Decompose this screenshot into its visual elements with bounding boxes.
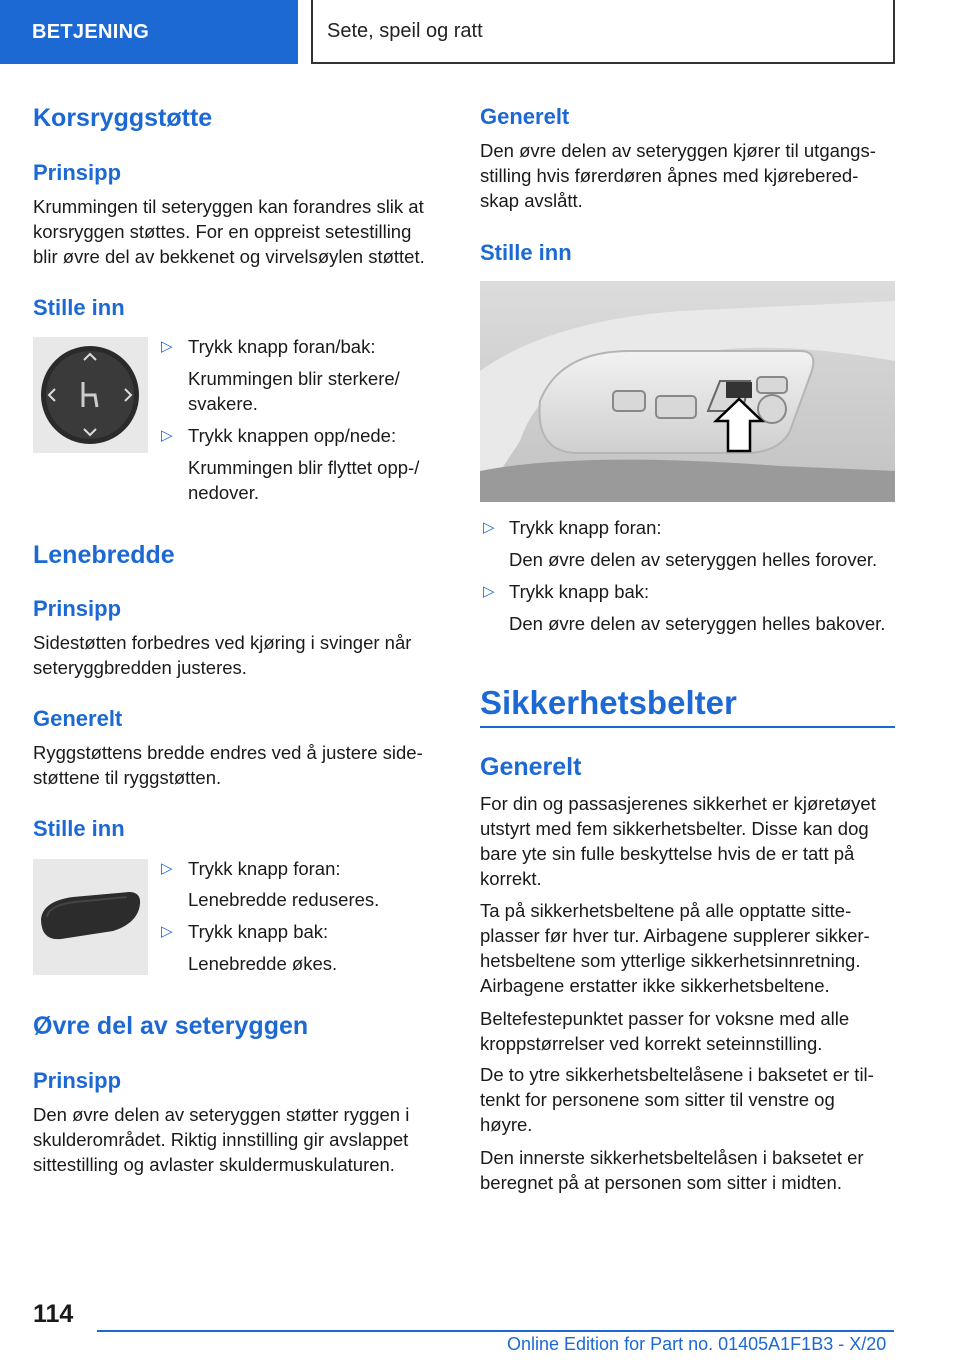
lumbar-control-image <box>33 337 148 453</box>
bullet-text: Trykk knapp bak: <box>509 581 650 602</box>
paragraph-ovre-prinsipp <box>33 1102 409 1177</box>
text-line: plasser før hver tur. Airbagene supplerer sikker- <box>480 925 870 946</box>
text-line: nedover. <box>188 482 259 503</box>
bullet-icon: ▷ <box>483 519 495 536</box>
text-line: Beltefestepunktet passer for voksne med alle <box>480 1008 850 1029</box>
heading-prinsipp: Prinsipp <box>33 160 122 185</box>
bullet-icon: ▷ <box>483 583 495 600</box>
text-line: beregnet på at personen som sitter i midten. <box>480 1172 842 1193</box>
text-line: For din og passasjerenes sikkerhet er kjøretøyet <box>480 793 876 814</box>
text-line: Den innerste sikkerhetsbeltelåsen i baksetet er <box>480 1147 864 1168</box>
text-line: hetsbeltene som ytterlige sikkerhetsinnretning. <box>480 950 861 971</box>
paragraph-belter-1 <box>480 791 876 891</box>
bullet-text: Trykk knapp foran: <box>509 517 662 538</box>
text-line: skulderområdet. Riktig innstilling gir avslappet <box>33 1129 409 1150</box>
edition-note: Online Edition for Part no. 01405A1F1B3 - X/20 <box>507 1334 887 1354</box>
bullet-subtext: Den øvre delen av seteryggen helles bakover. <box>509 613 886 634</box>
bullet-icon: ▷ <box>161 338 173 355</box>
bullet-icon: ▷ <box>161 427 173 444</box>
text-line: tenkt for personene som sitter til venstre og <box>480 1089 835 1110</box>
text-line: bare yte sin fulle beskyttelse hvis de er tatt på <box>480 843 855 864</box>
heading-generelt: Generelt <box>33 706 123 731</box>
text-line: Sidestøtten forbedres ved kjøring i svinger når <box>33 632 412 653</box>
heading-prinsipp: Prinsipp <box>33 596 122 621</box>
text-line: høyre. <box>480 1114 533 1135</box>
text-line: Airbagene erstatter ikke sikkerhetsbeltene. <box>480 975 830 996</box>
chapter-title: Sete, speil og ratt <box>327 19 483 42</box>
text-line: Ryggstøttens bredde endres ved å justere side- <box>33 742 423 763</box>
text-line: utstyrt med fem sikkerhetsbelter. Disse kan dog <box>480 818 869 839</box>
bullet-subtext <box>188 366 400 416</box>
heading-stille-inn: Stille inn <box>33 816 125 841</box>
paragraph-lenebredde-prinsipp <box>33 630 411 680</box>
heading-sikkerhetsbelter: Sikkerhetsbelter <box>480 684 737 721</box>
text-line: korrekt. <box>480 868 542 889</box>
bullet-subtext: Lenebredde økes. <box>188 953 338 974</box>
bullet-subtext: Lenebredde reduseres. <box>188 889 380 910</box>
bullet-text: Trykk knapp foran/bak: <box>188 336 376 357</box>
text-line: De to ytre sikkerhetsbeltelåsene i baksetet er til- <box>480 1064 874 1085</box>
paragraph-belter-4 <box>480 1062 874 1137</box>
paragraph-belter-5 <box>480 1145 864 1195</box>
section-label: BETJENING <box>32 20 150 43</box>
bullet-icon: ▷ <box>161 923 173 940</box>
backrest-width-button-image <box>33 859 148 975</box>
bullet-text: Trykk knapp foran: <box>188 858 341 879</box>
text-line: Ta på sikkerhetsbeltene på alle opptatte sitte- <box>480 900 852 921</box>
footer-divider <box>97 1330 894 1332</box>
text-line: Krummingen blir flyttet opp-/ <box>188 457 420 478</box>
page-number: 114 <box>33 1300 74 1328</box>
paragraph-belter-3 <box>480 1006 849 1056</box>
text-line: Den øvre delen av seteryggen kjører til utgangs- <box>480 140 876 161</box>
heading-korsryggstotte: Korsryggstøtte <box>33 104 213 132</box>
seat-controls-photo <box>480 281 895 502</box>
heading-ovre-del: Øvre del av seteryggen <box>33 1012 309 1040</box>
text-line: kroppstørrelser ved korrekt seteinnstilling. <box>480 1033 823 1054</box>
text-line: skap avslått. <box>480 190 583 211</box>
heading-generelt: Generelt <box>480 753 582 781</box>
text-line: korsryggen støttes. For en oppreist setestilling <box>33 221 412 242</box>
heading-prinsipp: Prinsipp <box>33 1068 122 1093</box>
text-line: støttene til ryggstøtten. <box>33 767 222 788</box>
paragraph-lenebredde-generelt <box>33 740 423 790</box>
bullet-text: Trykk knapp bak: <box>188 921 329 942</box>
heading-generelt: Generelt <box>480 104 570 129</box>
heading-lenebredde: Lenebredde <box>33 541 175 569</box>
text-line: blir øvre del av bekkenet og virvelsøylen støttet. <box>33 246 425 267</box>
paragraph-generelt <box>480 138 876 213</box>
chapter-header <box>311 0 895 64</box>
text-line: seteryggbredden justeres. <box>33 657 247 678</box>
heading-stille-inn: Stille inn <box>33 295 125 320</box>
paragraph-korsrygg-prinsipp <box>33 194 425 269</box>
section-divider <box>480 726 895 728</box>
bullet-subtext: Den øvre delen av seteryggen helles forover. <box>509 549 878 570</box>
text-line: Den øvre delen av seteryggen støtter ryggen i <box>33 1104 410 1125</box>
bullet-subtext <box>188 455 419 505</box>
text-line: Krummingen til seteryggen kan forandres slik at <box>33 196 424 217</box>
section-tab <box>0 0 298 64</box>
text-line: sittestilling og avlaster skuldermuskulaturen. <box>33 1154 395 1175</box>
text-line: stilling hvis førerdøren åpnes med kjørebered- <box>480 165 859 186</box>
text-line: svakere. <box>188 393 258 414</box>
text-line: Krummingen blir sterkere/ <box>188 368 400 389</box>
bullet-text: Trykk knappen opp/nede: <box>188 425 397 446</box>
paragraph-belter-2 <box>480 898 870 998</box>
bullet-icon: ▷ <box>161 860 173 877</box>
heading-stille-inn: Stille inn <box>480 240 572 265</box>
